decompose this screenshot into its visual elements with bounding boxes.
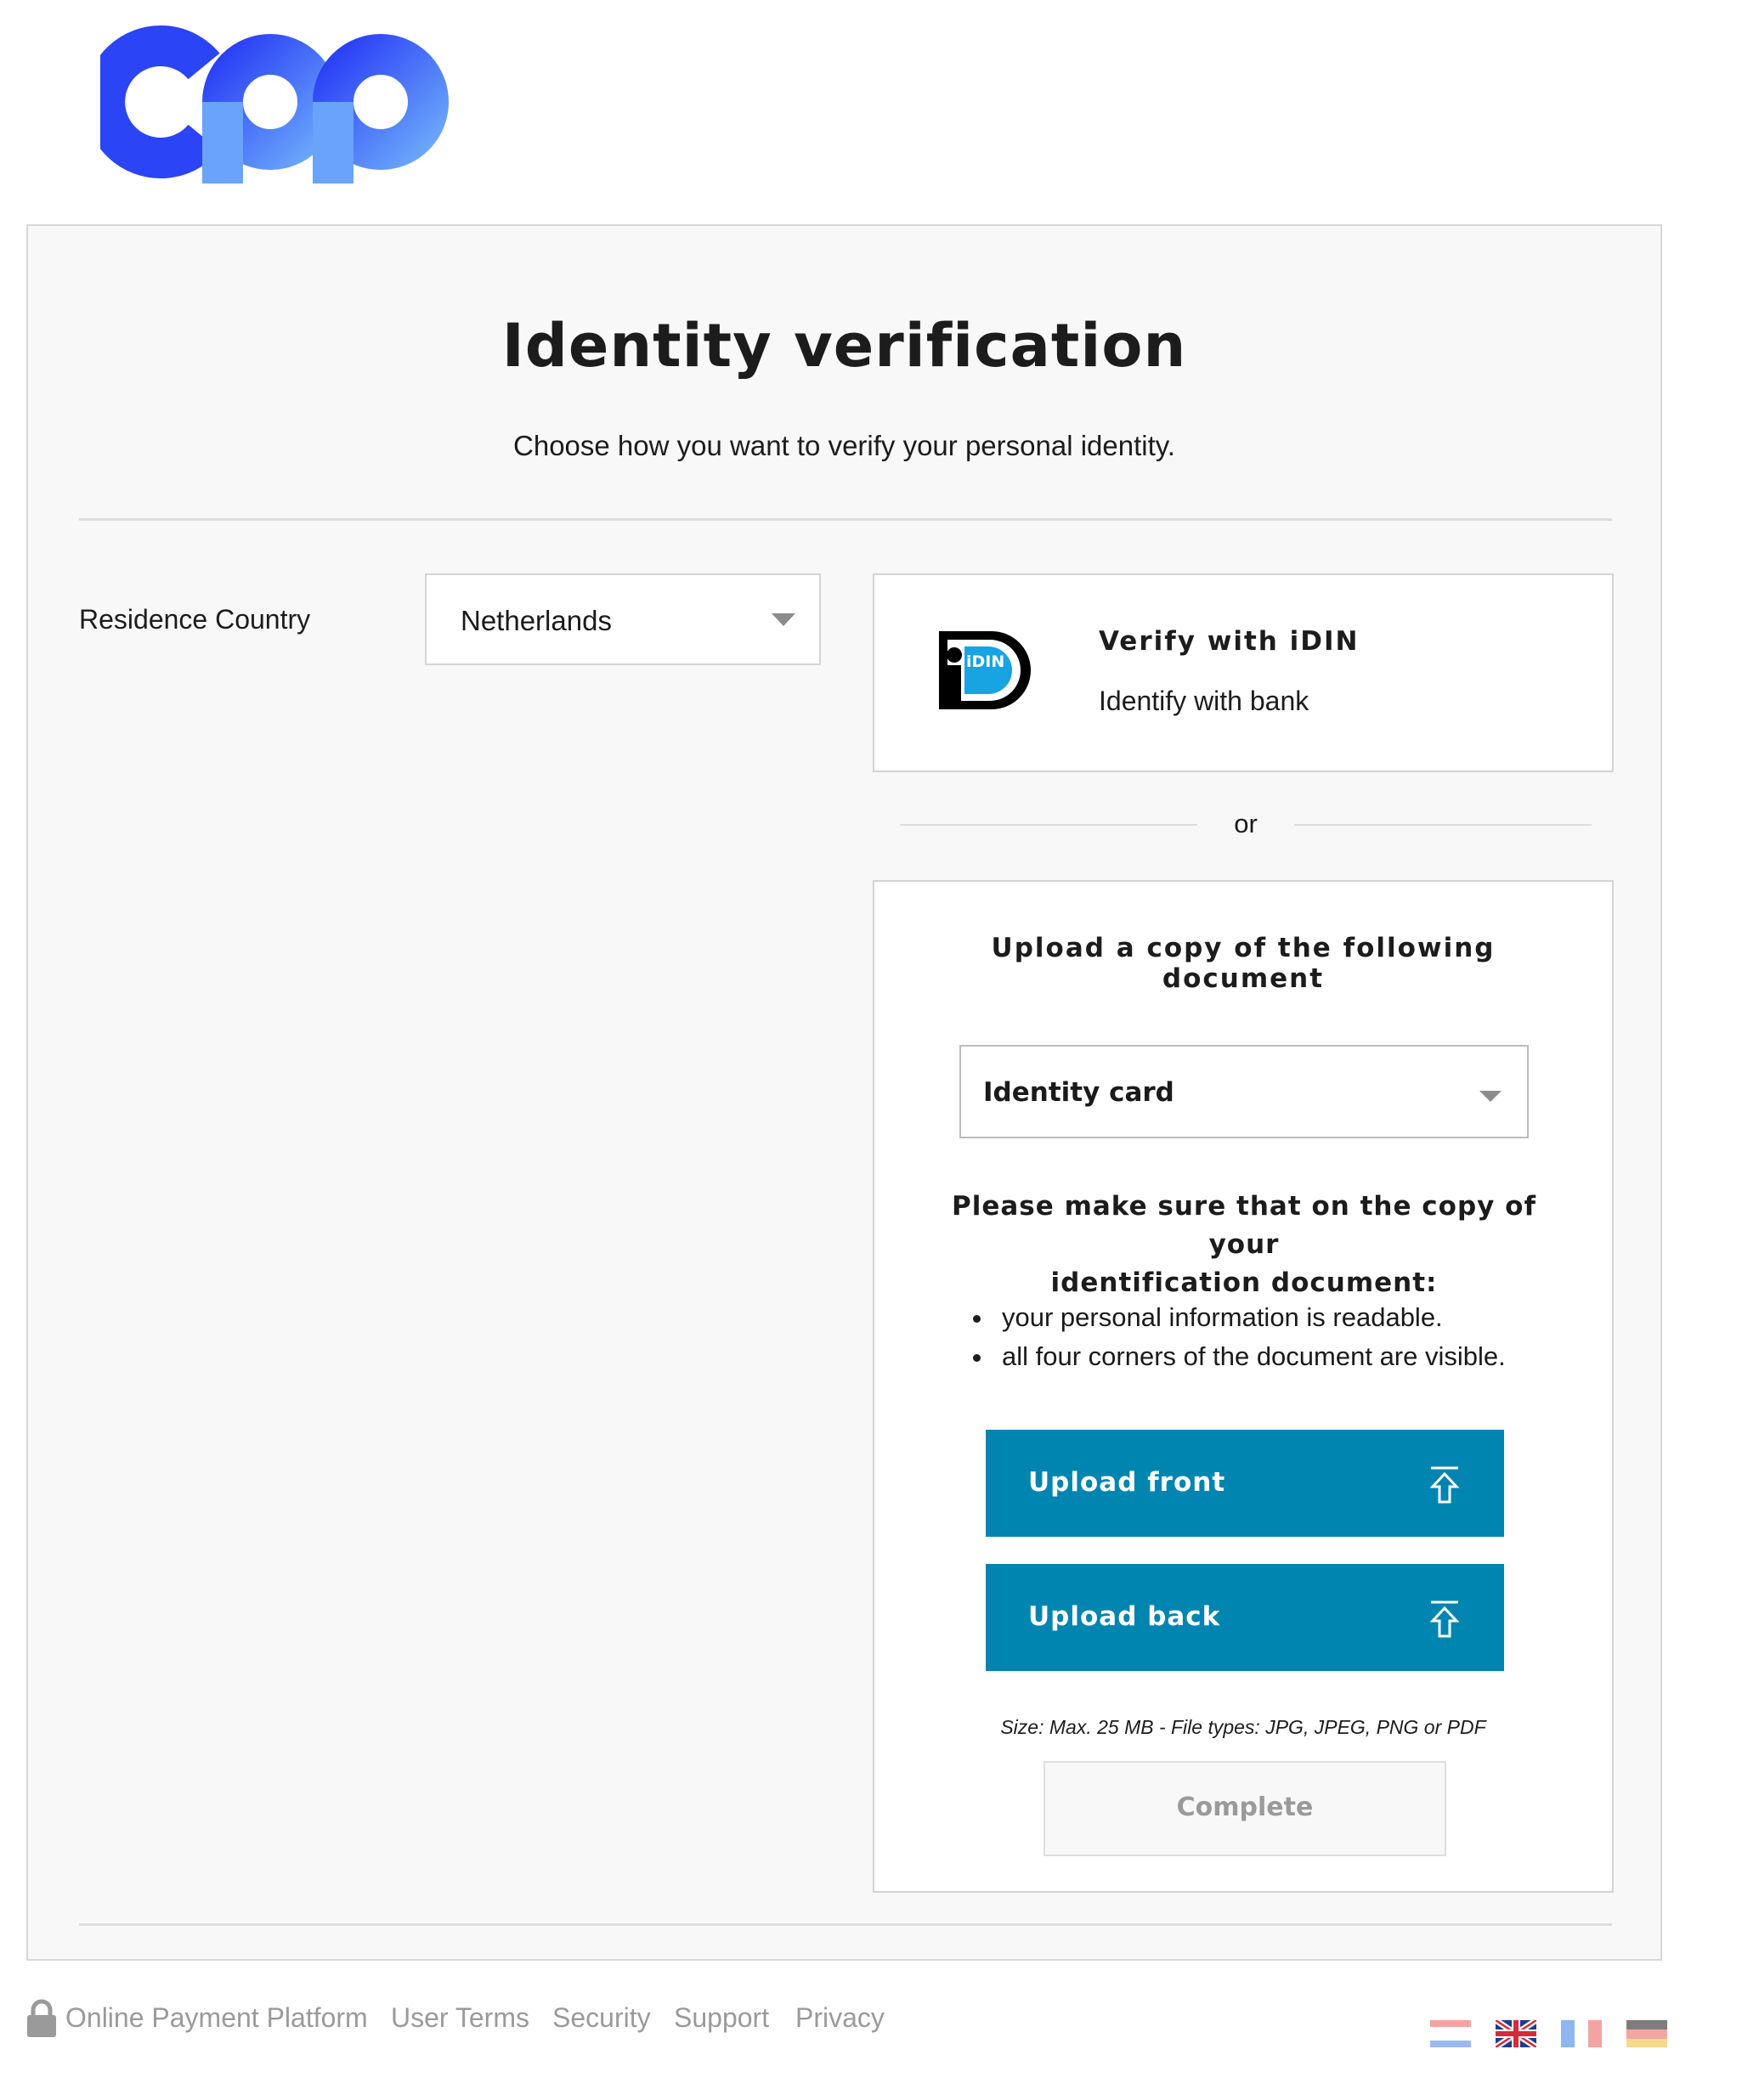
upload-heading: Upload a copy of the following document [991, 933, 1496, 994]
requirements-heading: Please make sure that on the copy of your identification document: [952, 1191, 1536, 1298]
chevron-down-icon [1479, 1091, 1502, 1102]
verify-with-idin-option[interactable] [873, 573, 1614, 772]
flag-fr-icon[interactable] [1561, 2020, 1602, 2047]
or-separator: or [1234, 809, 1258, 838]
flag-de-icon[interactable] [1626, 2020, 1667, 2047]
upload-arrow-icon [1428, 1465, 1462, 1504]
requirements-list [970, 1298, 1506, 1376]
opp-logo [100, 17, 457, 195]
list-item: your personal information is readable. [970, 1298, 1506, 1337]
residence-country-label: Residence Country [79, 604, 311, 635]
footer-link-support[interactable]: Support [674, 2002, 770, 2033]
divider [79, 518, 1612, 521]
chevron-down-icon [772, 613, 795, 626]
idin-logo-text: iDIN [966, 652, 1005, 671]
complete-button[interactable]: Complete [1044, 1761, 1446, 1856]
document-type-value: Identity card [983, 1077, 1174, 1108]
residence-country-select[interactable] [425, 573, 821, 665]
flag-nl-icon[interactable] [1430, 2020, 1471, 2047]
file-requirements-note: Size: Max. 25 MB - File types: JPG, JPEG, PNG or PDF [1000, 1716, 1486, 1738]
divider [79, 1923, 1612, 1926]
footer-link-online-payment-platform[interactable]: Online Payment Platform [65, 2002, 368, 2033]
flag-en-icon[interactable] [1496, 2020, 1536, 2047]
footer-link-privacy[interactable]: Privacy [795, 2002, 885, 2033]
verification-panel [26, 224, 1662, 1961]
idin-title: Verify with iDIN [1099, 626, 1360, 657]
or-divider-left [900, 824, 1197, 826]
residence-country-value: Netherlands [461, 605, 612, 636]
page-title: Identity verification [501, 311, 1187, 381]
footer-link-security[interactable]: Security [552, 2002, 651, 2033]
idin-logo-icon [936, 628, 1034, 713]
upload-back-button[interactable] [986, 1564, 1504, 1671]
page-subtitle: Choose how you want to verify your personal identity. [513, 430, 1175, 461]
upload-back-label: Upload back [1028, 1601, 1221, 1632]
upload-document-card [873, 880, 1614, 1893]
upload-front-label: Upload front [1028, 1467, 1226, 1498]
document-type-select[interactable] [959, 1045, 1529, 1138]
upload-front-button[interactable] [986, 1430, 1504, 1537]
footer-link-user-terms[interactable]: User Terms [391, 2002, 529, 2033]
lock-icon [25, 1999, 58, 2038]
upload-arrow-icon [1428, 1600, 1462, 1639]
or-divider-right [1294, 824, 1592, 826]
list-item: all four corners of the document are visible. [970, 1337, 1506, 1376]
idin-subtitle: Identify with bank [1099, 686, 1309, 716]
